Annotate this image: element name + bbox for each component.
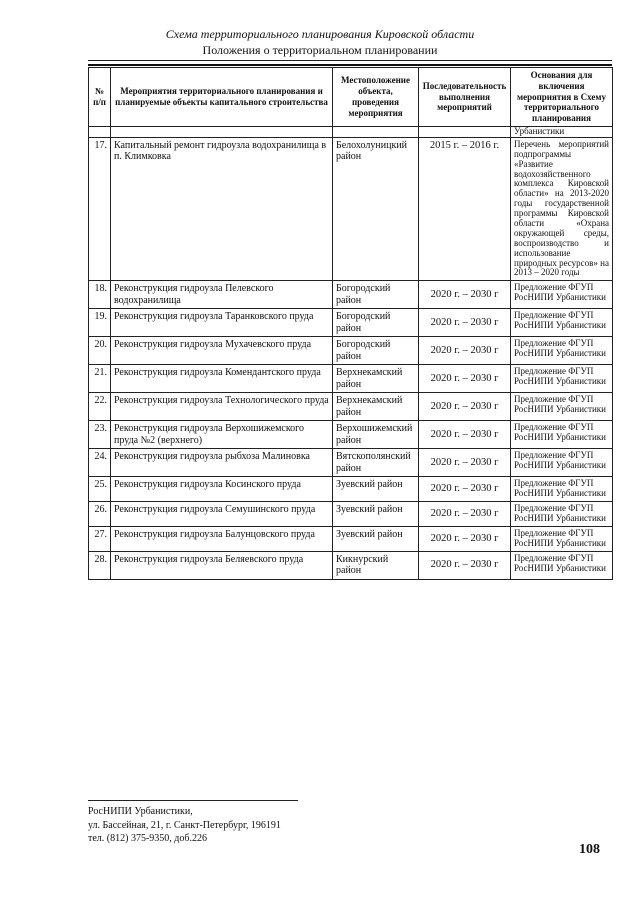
row-period: 2020 г. – 2030 г bbox=[419, 365, 511, 393]
footer-org: РосНИПИ Урбанистики, bbox=[88, 806, 193, 817]
table-row bbox=[89, 421, 613, 449]
col-header-event: Мероприятия территориального планирования и планируемые объекты капитального строительства bbox=[111, 68, 333, 127]
row-location: Зуевский район bbox=[333, 502, 419, 527]
row-basis: Предложение ФГУП РосНИПИ Урбанистики bbox=[511, 477, 613, 502]
table-row bbox=[89, 477, 613, 502]
row-event: Реконструкция гидроузла Косинского пруда bbox=[111, 477, 333, 502]
row-event: Реконструкция гидроузла Комендантского пруда bbox=[111, 365, 333, 393]
table-row bbox=[89, 393, 613, 421]
document-title: Схема территориального планирования Кировской области bbox=[165, 27, 475, 41]
header-rule-bold bbox=[88, 64, 612, 66]
row-basis: Предложение ФГУП РосНИПИ Урбанистики bbox=[511, 502, 613, 527]
row-number: 24. bbox=[89, 449, 111, 477]
row-period: 2020 г. – 2030 г bbox=[419, 502, 511, 527]
row-number: 28. bbox=[89, 551, 111, 579]
row-event: Реконструкция гидроузла Семушинского пруда bbox=[111, 502, 333, 527]
row-event: Реконструкция гидроузла рыбхоза Малиновка bbox=[111, 449, 333, 477]
row-period: 2020 г. – 2030 г bbox=[419, 526, 511, 551]
table-row bbox=[89, 551, 613, 579]
row-location: Богородский район bbox=[333, 281, 419, 309]
row-event: Реконструкция гидроузла Таранковского пруда bbox=[111, 309, 333, 337]
row-event: Реконструкция гидроузла Верхошижемского пруда №2 (верхнего) bbox=[111, 421, 333, 449]
row-location: Верхнекамский район bbox=[333, 365, 419, 393]
row-location: Верхнекамский район bbox=[333, 393, 419, 421]
table-row bbox=[89, 337, 613, 365]
table-row bbox=[89, 449, 613, 477]
measures-table bbox=[88, 67, 613, 580]
row-location: Вятскополянский район bbox=[333, 449, 419, 477]
row-number: 17. bbox=[89, 137, 111, 280]
row-period: 2020 г. – 2030 г bbox=[419, 281, 511, 309]
footer-street: ул. Бассейная, 21, г. Санкт-Петербург, 196191 bbox=[88, 819, 281, 831]
row-basis: Предложение ФГУП РосНИПИ Урбанистики bbox=[511, 526, 613, 551]
row-number: 23. bbox=[89, 421, 111, 449]
col-header-basis: Основания для включения мероприятия в Схему территориального планирования bbox=[511, 68, 613, 127]
row-period: 2020 г. – 2030 г bbox=[419, 551, 511, 579]
row-basis: Предложение ФГУП РосНИПИ Урбанистики bbox=[511, 393, 613, 421]
row-period: 2020 г. – 2030 г bbox=[419, 477, 511, 502]
row-location: Кикнурский район bbox=[333, 551, 419, 579]
document-subtitle: Положения о территориальном планировании bbox=[202, 43, 438, 57]
table-row bbox=[89, 502, 613, 527]
table-row bbox=[89, 365, 613, 393]
header-rule bbox=[88, 60, 612, 61]
footer-phone: тел. (812) 375-9350, доб.226 bbox=[88, 833, 207, 844]
carryover-basis-text: Урбанистики bbox=[511, 126, 613, 137]
row-basis: Предложение ФГУП РосНИПИ Урбанистики bbox=[511, 365, 613, 393]
table-row bbox=[89, 281, 613, 309]
row-number: 21. bbox=[89, 365, 111, 393]
table-carryover-row bbox=[89, 126, 613, 137]
col-header-period: Последовательность выполнения мероприятий bbox=[419, 68, 511, 127]
row-basis: Предложение ФГУП РосНИПИ Урбанистики bbox=[511, 449, 613, 477]
footer-address bbox=[88, 805, 281, 846]
table-row bbox=[89, 526, 613, 551]
page-number: 108 bbox=[579, 842, 600, 857]
row-location: Богородский район bbox=[333, 337, 419, 365]
row-event: Капитальный ремонт гидроузла водохранилища в п. Климковка bbox=[111, 137, 333, 280]
row-event: Реконструкция гидроузла Беляевского пруда bbox=[111, 551, 333, 579]
row-event: Реконструкция гидроузла Балунцовского пруда bbox=[111, 526, 333, 551]
row-period: 2020 г. – 2030 г bbox=[419, 421, 511, 449]
row-event: Реконструкция гидроузла Пелевского водохранилища bbox=[111, 281, 333, 309]
row-number: 20. bbox=[89, 337, 111, 365]
row-basis: Предложение ФГУП РосНИПИ Урбанистики bbox=[511, 281, 613, 309]
row-period: 2020 г. – 2030 г bbox=[419, 337, 511, 365]
row-number: 19. bbox=[89, 309, 111, 337]
row-period: 2020 г. – 2030 г bbox=[419, 393, 511, 421]
col-header-number: № п/п bbox=[89, 68, 111, 127]
row-number: 18. bbox=[89, 281, 111, 309]
row-basis: Предложение ФГУП РосНИПИ Урбанистики bbox=[511, 421, 613, 449]
row-basis: Перечень мероприятий подпрограммы «Развитие водохозяйственного комплекса Кировской области» на 2013-2020 годы государственной программы Кировской области «Охрана окружающей среды, воспроизводство и использование природных ресурсов» на 2013 – 2020 годы bbox=[511, 137, 613, 280]
row-number: 22. bbox=[89, 393, 111, 421]
row-number: 27. bbox=[89, 526, 111, 551]
row-event: Реконструкция гидроузла Технологического пруда bbox=[111, 393, 333, 421]
row-basis: Предложение ФГУП РосНИПИ Урбанистики bbox=[511, 309, 613, 337]
row-location: Зуевский район bbox=[333, 477, 419, 502]
row-number: 26. bbox=[89, 502, 111, 527]
row-basis: Предложение ФГУП РосНИПИ Урбанистики bbox=[511, 337, 613, 365]
row-period: 2015 г. – 2016 г. bbox=[419, 137, 511, 280]
row-location: Зуевский район bbox=[333, 526, 419, 551]
footer-rule bbox=[88, 800, 298, 801]
row-period: 2020 г. – 2030 г bbox=[419, 449, 511, 477]
row-event: Реконструкция гидроузла Мухачевского пруда bbox=[111, 337, 333, 365]
row-location: Белохолуницкий район bbox=[333, 137, 419, 280]
row-basis: Предложение ФГУП РосНИПИ Урбанистики bbox=[511, 551, 613, 579]
table-row bbox=[89, 309, 613, 337]
table-row bbox=[89, 137, 613, 280]
row-number: 25. bbox=[89, 477, 111, 502]
row-period: 2020 г. – 2030 г bbox=[419, 309, 511, 337]
row-location: Верхошижемский район bbox=[333, 421, 419, 449]
col-header-location: Местоположение объекта, проведения мероприятия bbox=[333, 68, 419, 127]
table-header-row bbox=[89, 68, 613, 127]
row-location: Богородский район bbox=[333, 309, 419, 337]
